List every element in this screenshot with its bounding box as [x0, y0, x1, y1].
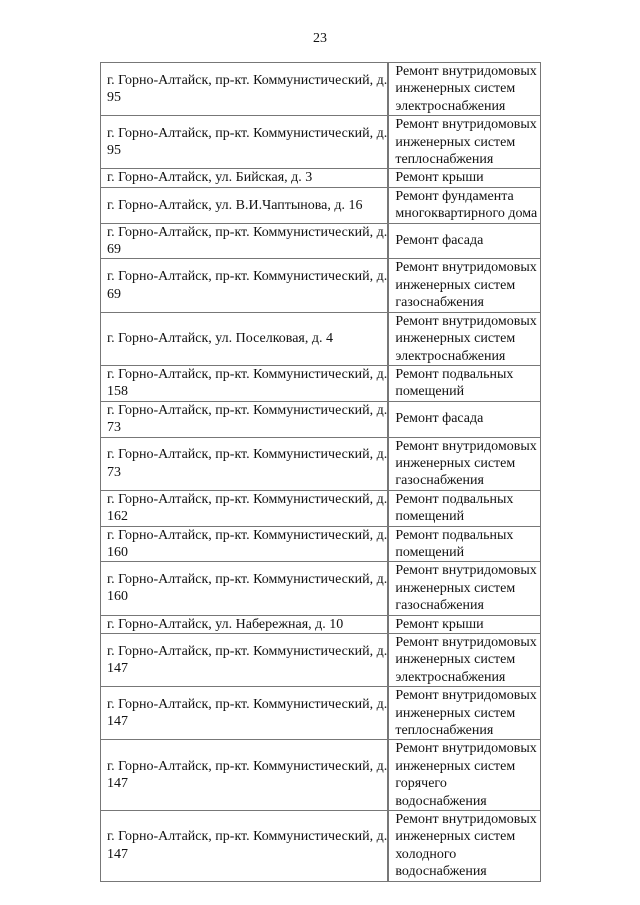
table-row — [101, 401, 541, 437]
work-type-cell: Ремонт внутридомовых инженерных систем газоснабжения — [388, 437, 540, 490]
work-type-cell: Ремонт крыши — [388, 169, 540, 187]
table-row — [101, 365, 541, 401]
address-cell: г. Горно-Алтайск, пр-кт. Коммунистический, д. 95 — [101, 63, 389, 116]
address-cell: г. Горно-Алтайск, пр-кт. Коммунистический, д. 95 — [101, 116, 389, 169]
table-row — [101, 187, 541, 223]
repair-table — [100, 62, 541, 882]
address-cell: г. Горно-Алтайск, пр-кт. Коммунистический, д. 158 — [101, 365, 389, 401]
table-row — [101, 223, 541, 259]
address-cell: г. Горно-Алтайск, пр-кт. Коммунистический, д. 160 — [101, 562, 389, 615]
work-type-cell: Ремонт подвальных помещений — [388, 526, 540, 562]
address-cell: г. Горно-Алтайск, ул. В.И.Чаптынова, д. 16 — [101, 187, 389, 223]
table-row — [101, 116, 541, 169]
table-row — [101, 615, 541, 633]
work-type-cell: Ремонт подвальных помещений — [388, 365, 540, 401]
table-row — [101, 740, 541, 811]
table-row — [101, 63, 541, 116]
work-type-cell: Ремонт внутридомовых инженерных систем горячего водоснабжения — [388, 740, 540, 811]
table-row — [101, 634, 541, 687]
work-type-cell: Ремонт внутридомовых инженерных систем электроснабжения — [388, 312, 540, 365]
table-row — [101, 687, 541, 740]
work-type-cell: Ремонт внутридомовых инженерных систем теплоснабжения — [388, 116, 540, 169]
table-row — [101, 562, 541, 615]
address-cell: г. Горно-Алтайск, пр-кт. Коммунистический, д. 69 — [101, 223, 389, 259]
address-cell: г. Горно-Алтайск, пр-кт. Коммунистический, д. 147 — [101, 740, 389, 811]
work-type-cell: Ремонт внутридомовых инженерных систем электроснабжения — [388, 63, 540, 116]
address-cell: г. Горно-Алтайск, ул. Поселковая, д. 4 — [101, 312, 389, 365]
work-type-cell: Ремонт крыши — [388, 615, 540, 633]
work-type-cell: Ремонт фасада — [388, 223, 540, 259]
work-type-cell: Ремонт фасада — [388, 401, 540, 437]
table-row — [101, 437, 541, 490]
address-cell: г. Горно-Алтайск, пр-кт. Коммунистический, д. 73 — [101, 437, 389, 490]
work-type-cell: Ремонт внутридомовых инженерных систем теплоснабжения — [388, 687, 540, 740]
work-type-cell: Ремонт подвальных помещений — [388, 490, 540, 526]
work-type-cell: Ремонт фундамента многоквартирного дома — [388, 187, 540, 223]
address-cell: г. Горно-Алтайск, пр-кт. Коммунистический, д. 162 — [101, 490, 389, 526]
table-body — [101, 63, 541, 882]
table-row — [101, 811, 541, 882]
address-cell: г. Горно-Алтайск, пр-кт. Коммунистический, д. 73 — [101, 401, 389, 437]
work-type-cell: Ремонт внутридомовых инженерных систем холодного водоснабжения — [388, 811, 540, 882]
table-row — [101, 526, 541, 562]
work-type-cell: Ремонт внутридомовых инженерных систем газоснабжения — [388, 562, 540, 615]
work-type-cell: Ремонт внутридомовых инженерных систем газоснабжения — [388, 259, 540, 312]
table-row — [101, 312, 541, 365]
address-cell: г. Горно-Алтайск, пр-кт. Коммунистический, д. 160 — [101, 526, 389, 562]
table-row — [101, 169, 541, 187]
page-number: 23 — [313, 31, 327, 46]
work-type-cell: Ремонт внутридомовых инженерных систем электроснабжения — [388, 634, 540, 687]
address-cell: г. Горно-Алтайск, пр-кт. Коммунистический, д. 147 — [101, 811, 389, 882]
address-cell: г. Горно-Алтайск, пр-кт. Коммунистический, д. 147 — [101, 634, 389, 687]
table-row — [101, 259, 541, 312]
table-row — [101, 490, 541, 526]
address-cell: г. Горно-Алтайск, ул. Набережная, д. 10 — [101, 615, 389, 633]
address-cell: г. Горно-Алтайск, пр-кт. Коммунистический, д. 147 — [101, 687, 389, 740]
address-cell: г. Горно-Алтайск, пр-кт. Коммунистический, д. 69 — [101, 259, 389, 312]
address-cell: г. Горно-Алтайск, ул. Бийская, д. 3 — [101, 169, 389, 187]
